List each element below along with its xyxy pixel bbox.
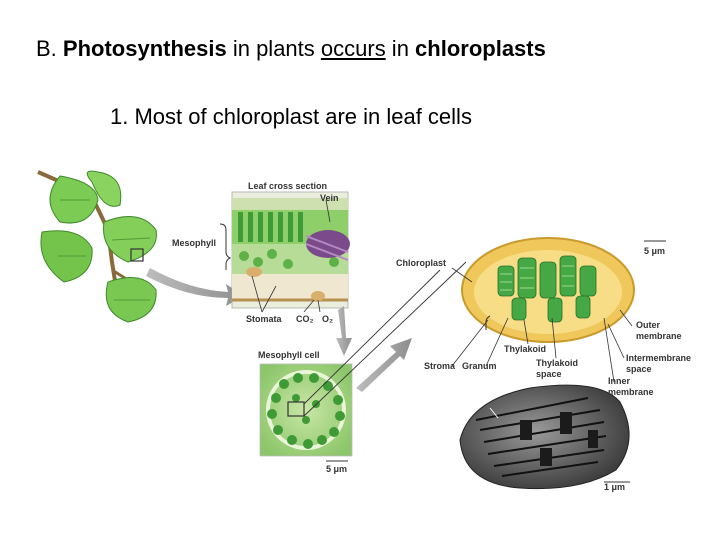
chloroplast-illustration bbox=[462, 238, 634, 342]
label-o2: O₂ bbox=[322, 314, 333, 324]
subpoint-text: 1. Most of chloroplast are in leaf cells bbox=[110, 104, 472, 129]
heading-verb: occurs bbox=[320, 36, 386, 61]
label-vein: Vein bbox=[320, 193, 339, 203]
leaf-cross-section bbox=[220, 192, 350, 312]
label-granum: Granum bbox=[462, 361, 497, 371]
arrow-cell-to-chloroplast bbox=[356, 338, 412, 392]
heading-term: Photosynthesis bbox=[62, 36, 227, 61]
label-chloroplast: Chloroplast bbox=[396, 258, 447, 268]
label-stroma: Stroma bbox=[424, 361, 456, 371]
label-inner-membrane-2: membrane bbox=[608, 387, 654, 397]
heading-place: chloroplasts bbox=[415, 36, 546, 61]
label-thylakoid: Thylakoid bbox=[504, 344, 547, 354]
label-scale-5um-cell: 5 μm bbox=[326, 464, 348, 474]
label-co2: CO₂ bbox=[296, 314, 314, 324]
stoma-right bbox=[311, 291, 325, 301]
mesophyll-cell-image bbox=[260, 364, 352, 461]
stoma-left bbox=[246, 267, 262, 277]
label-mesophyll: Mesophyll bbox=[172, 238, 217, 248]
plant-leaves-illustration bbox=[38, 171, 156, 322]
heading-mid2: in bbox=[385, 36, 416, 61]
label-thylakoid-space-1: Thylakoid bbox=[536, 358, 579, 368]
arrow-leaf-to-section bbox=[146, 268, 244, 306]
heading-prefix: B. bbox=[36, 36, 63, 61]
label-inner-membrane-1: Inner bbox=[608, 376, 631, 386]
label-stomata: Stomata bbox=[246, 314, 282, 324]
label-scale-5um-chloroplast: 5 μm bbox=[644, 246, 666, 256]
label-scale-1um: 1 μm bbox=[604, 482, 626, 492]
label-intermembrane-2: space bbox=[626, 364, 652, 374]
label-outer-membrane-1: Outer bbox=[636, 320, 661, 330]
arrow-section-to-cell bbox=[336, 306, 352, 356]
label-outer-membrane-2: membrane bbox=[636, 331, 682, 341]
label-thylakoid-space-2: space bbox=[536, 369, 562, 379]
label-leaf-cross-section: Leaf cross section bbox=[248, 181, 328, 191]
chloroplast-micrograph bbox=[460, 385, 630, 489]
label-intermembrane-1: Intermembrane bbox=[626, 353, 692, 363]
label-mesophyll-cell: Mesophyll cell bbox=[258, 350, 320, 360]
heading-mid: in plants bbox=[226, 36, 321, 61]
